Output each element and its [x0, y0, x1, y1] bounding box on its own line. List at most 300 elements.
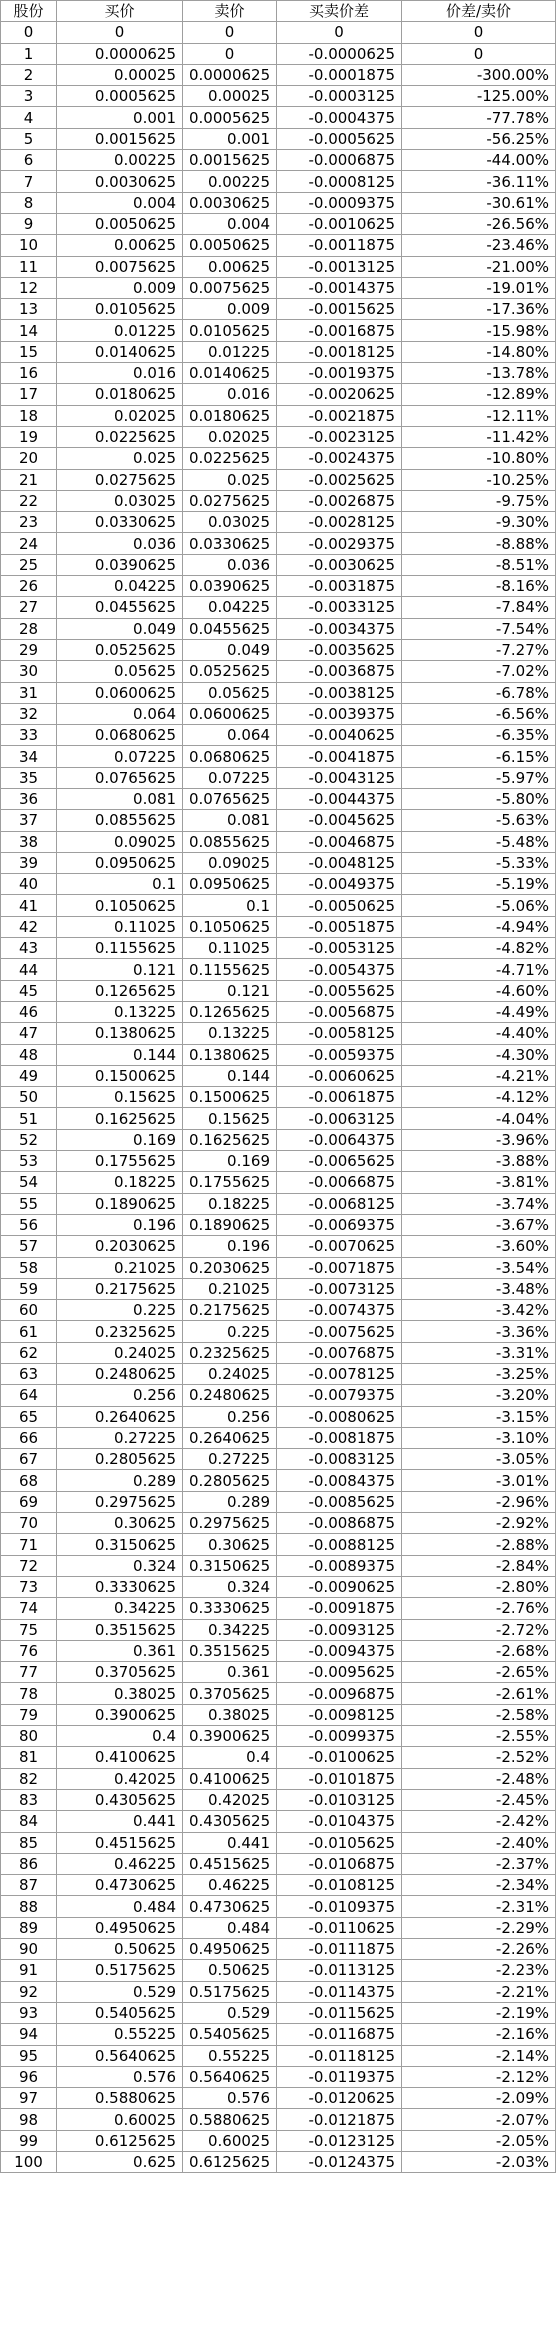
cell-spread: -0.0080625: [277, 1406, 402, 1427]
cell-spread: -0.0073125: [277, 1278, 402, 1299]
table-row: [1, 1513, 556, 1534]
table-row: [1, 980, 556, 1001]
table-row: [1, 895, 556, 916]
cell-spread-ratio: -2.58%: [402, 1704, 556, 1725]
cell-shares: 15: [1, 341, 57, 362]
cell-spread-ratio: -9.30%: [402, 512, 556, 533]
cell-spread-ratio: -19.01%: [402, 277, 556, 298]
cell-bid-price: 0.1500625: [57, 1065, 183, 1086]
cell-spread: -0.0065625: [277, 1151, 402, 1172]
cell-bid-price: 0.0225625: [57, 426, 183, 447]
cell-spread-ratio: -3.81%: [402, 1172, 556, 1193]
cell-ask-price: 0.5880625: [183, 2109, 277, 2130]
cell-shares: 92: [1, 1981, 57, 2002]
cell-bid-price: 0.0455625: [57, 597, 183, 618]
cell-bid-price: 0.324: [57, 1555, 183, 1576]
cell-spread: -0.0105625: [277, 1832, 402, 1853]
cell-spread: -0.0044375: [277, 788, 402, 809]
cell-spread: -0.0116875: [277, 2024, 402, 2045]
cell-bid-price: 0.5175625: [57, 1960, 183, 1981]
table-row: [1, 959, 556, 980]
cell-bid-price: 0.049: [57, 618, 183, 639]
cell-ask-price: 0.0855625: [183, 831, 277, 852]
cell-shares: 28: [1, 618, 57, 639]
cell-shares: 43: [1, 938, 57, 959]
cell-spread: -0.0041875: [277, 746, 402, 767]
cell-ask-price: 0.0225625: [183, 448, 277, 469]
cell-spread-ratio: -4.40%: [402, 1023, 556, 1044]
cell-shares: 17: [1, 384, 57, 405]
cell-ask-price: 0.0600625: [183, 703, 277, 724]
cell-spread-ratio: -4.82%: [402, 938, 556, 959]
cell-spread-ratio: -15.98%: [402, 320, 556, 341]
cell-bid-price: 0.4100625: [57, 1747, 183, 1768]
cell-spread: -0.0075625: [277, 1321, 402, 1342]
table-row: [1, 363, 556, 384]
cell-spread: -0.0019375: [277, 363, 402, 384]
cell-ask-price: 0.60025: [183, 2130, 277, 2151]
cell-shares: 63: [1, 1364, 57, 1385]
cell-spread-ratio: -2.19%: [402, 2002, 556, 2023]
cell-ask-price: 0.016: [183, 384, 277, 405]
cell-spread: -0.0070625: [277, 1236, 402, 1257]
cell-spread-ratio: -6.35%: [402, 725, 556, 746]
cell-ask-price: 0.2325625: [183, 1342, 277, 1363]
cell-shares: 79: [1, 1704, 57, 1725]
cell-ask-price: 0.2175625: [183, 1300, 277, 1321]
cell-spread-ratio: -10.25%: [402, 469, 556, 490]
cell-spread: -0.0066875: [277, 1172, 402, 1193]
cell-shares: 32: [1, 703, 57, 724]
cell-spread-ratio: -6.56%: [402, 703, 556, 724]
cell-ask-price: 0.0390625: [183, 576, 277, 597]
table-row: [1, 788, 556, 809]
table-row: [1, 1278, 556, 1299]
cell-spread: -0.0011875: [277, 235, 402, 256]
cell-shares: 69: [1, 1491, 57, 1512]
cell-ask-price: 0.5640625: [183, 2066, 277, 2087]
cell-shares: 11: [1, 256, 57, 277]
table-row: [1, 43, 556, 64]
cell-ask-price: 0.5175625: [183, 1981, 277, 2002]
header-ask-price: 卖价: [183, 1, 277, 22]
cell-shares: 85: [1, 1832, 57, 1853]
cell-spread: -0.0064375: [277, 1129, 402, 1150]
cell-spread: -0.0034375: [277, 618, 402, 639]
cell-spread: -0.0110625: [277, 1917, 402, 1938]
cell-bid-price: 0.081: [57, 788, 183, 809]
cell-spread: -0.0003125: [277, 86, 402, 107]
cell-bid-price: 0.001: [57, 107, 183, 128]
cell-spread: -0.0121875: [277, 2109, 402, 2130]
cell-spread: -0.0015625: [277, 299, 402, 320]
table-row: [1, 1300, 556, 1321]
table-row: [1, 831, 556, 852]
cell-ask-price: 0.0680625: [183, 746, 277, 767]
table-row: [1, 1555, 556, 1576]
table-row: [1, 1789, 556, 1810]
cell-spread-ratio: -2.65%: [402, 1662, 556, 1683]
cell-shares: 38: [1, 831, 57, 852]
cell-shares: 87: [1, 1875, 57, 1896]
cell-shares: 7: [1, 171, 57, 192]
cell-bid-price: 0.18225: [57, 1172, 183, 1193]
cell-spread: -0.0119375: [277, 2066, 402, 2087]
cell-spread: -0.0049375: [277, 874, 402, 895]
cell-shares: 51: [1, 1108, 57, 1129]
cell-spread-ratio: -5.97%: [402, 767, 556, 788]
cell-spread: -0.0100625: [277, 1747, 402, 1768]
cell-spread-ratio: -2.21%: [402, 1981, 556, 2002]
table-row: [1, 150, 556, 171]
cell-spread-ratio: -4.04%: [402, 1108, 556, 1129]
table-row: [1, 1449, 556, 1470]
cell-shares: 80: [1, 1726, 57, 1747]
cell-ask-price: 0.001: [183, 128, 277, 149]
table-row: [1, 1023, 556, 1044]
cell-spread-ratio: -125.00%: [402, 86, 556, 107]
table-row: [1, 341, 556, 362]
cell-spread: -0.0083125: [277, 1449, 402, 1470]
cell-bid-price: 0.0390625: [57, 554, 183, 575]
cell-spread: -0.0060625: [277, 1065, 402, 1086]
cell-ask-price: 0.0525625: [183, 661, 277, 682]
cell-spread-ratio: -4.71%: [402, 959, 556, 980]
table-row: [1, 1214, 556, 1235]
cell-bid-price: 0.2975625: [57, 1491, 183, 1512]
cell-bid-price: 0.27225: [57, 1427, 183, 1448]
table-row: [1, 384, 556, 405]
cell-spread-ratio: -3.96%: [402, 1129, 556, 1150]
cell-shares: 36: [1, 788, 57, 809]
cell-spread: -0.0030625: [277, 554, 402, 575]
table-row: [1, 1704, 556, 1725]
cell-bid-price: 0.0030625: [57, 171, 183, 192]
table-row: [1, 1385, 556, 1406]
table-row: [1, 2002, 556, 2023]
cell-shares: 75: [1, 1619, 57, 1640]
cell-shares: 60: [1, 1300, 57, 1321]
cell-spread-ratio: -10.80%: [402, 448, 556, 469]
cell-bid-price: 0.6125625: [57, 2130, 183, 2151]
table-row: [1, 490, 556, 511]
header-bid-price: 买价: [57, 1, 183, 22]
table-row: [1, 277, 556, 298]
cell-shares: 49: [1, 1065, 57, 1086]
cell-spread-ratio: -6.15%: [402, 746, 556, 767]
table-row: [1, 1427, 556, 1448]
table-row: [1, 1960, 556, 1981]
cell-bid-price: 0.1050625: [57, 895, 183, 916]
cell-bid-price: 0.4515625: [57, 1832, 183, 1853]
cell-shares: 78: [1, 1683, 57, 1704]
cell-spread-ratio: -2.72%: [402, 1619, 556, 1640]
cell-ask-price: 0.3705625: [183, 1683, 277, 1704]
table-row: [1, 1491, 556, 1512]
table-row: [1, 405, 556, 426]
cell-shares: 29: [1, 639, 57, 660]
cell-spread: -0.0033125: [277, 597, 402, 618]
cell-ask-price: 0.00025: [183, 86, 277, 107]
cell-spread: -0.0084375: [277, 1470, 402, 1491]
cell-spread: -0.0115625: [277, 2002, 402, 2023]
cell-bid-price: 0.441: [57, 1811, 183, 1832]
cell-shares: 9: [1, 213, 57, 234]
table-row: [1, 1151, 556, 1172]
cell-spread: -0.0089375: [277, 1555, 402, 1576]
table-row: [1, 1683, 556, 1704]
cell-ask-price: 0.3515625: [183, 1640, 277, 1661]
cell-spread-ratio: -3.88%: [402, 1151, 556, 1172]
cell-bid-price: 0.0140625: [57, 341, 183, 362]
cell-spread-ratio: -3.48%: [402, 1278, 556, 1299]
cell-ask-price: 0.13225: [183, 1023, 277, 1044]
cell-bid-price: 0.004: [57, 192, 183, 213]
cell-spread-ratio: -3.60%: [402, 1236, 556, 1257]
table-row: [1, 1640, 556, 1661]
cell-bid-price: 0.2805625: [57, 1449, 183, 1470]
cell-ask-price: 0.169: [183, 1151, 277, 1172]
cell-ask-price: 0.2640625: [183, 1427, 277, 1448]
table-row: [1, 1875, 556, 1896]
cell-ask-price: 0: [183, 43, 277, 64]
cell-shares: 16: [1, 363, 57, 384]
cell-spread-ratio: -14.80%: [402, 341, 556, 362]
cell-spread-ratio: -7.27%: [402, 639, 556, 660]
cell-ask-price: 0.2975625: [183, 1513, 277, 1534]
cell-bid-price: 0.4730625: [57, 1875, 183, 1896]
table-row: [1, 746, 556, 767]
table-row: [1, 107, 556, 128]
cell-bid-price: 0.1265625: [57, 980, 183, 1001]
cell-bid-price: 0.00225: [57, 150, 183, 171]
cell-ask-price: 0.049: [183, 639, 277, 660]
cell-spread-ratio: -2.40%: [402, 1832, 556, 1853]
cell-spread: -0.0074375: [277, 1300, 402, 1321]
header-shares: 股份: [1, 1, 57, 22]
table-row: [1, 426, 556, 447]
cell-spread: -0.0036875: [277, 661, 402, 682]
cell-spread: -0.0046875: [277, 831, 402, 852]
cell-spread: -0.0008125: [277, 171, 402, 192]
cell-shares: 88: [1, 1896, 57, 1917]
table-row: [1, 1981, 556, 2002]
cell-shares: 19: [1, 426, 57, 447]
cell-spread: -0.0043125: [277, 767, 402, 788]
cell-spread: -0.0020625: [277, 384, 402, 405]
cell-shares: 72: [1, 1555, 57, 1576]
cell-spread: -0.0040625: [277, 725, 402, 746]
cell-bid-price: 0.2640625: [57, 1406, 183, 1427]
cell-bid-price: 0.21025: [57, 1257, 183, 1278]
cell-spread-ratio: -8.88%: [402, 533, 556, 554]
cell-ask-price: 0.1380625: [183, 1044, 277, 1065]
cell-bid-price: 0.0680625: [57, 725, 183, 746]
cell-shares: 48: [1, 1044, 57, 1065]
cell-spread-ratio: -2.76%: [402, 1598, 556, 1619]
cell-shares: 84: [1, 1811, 57, 1832]
cell-bid-price: 0.34225: [57, 1598, 183, 1619]
cell-spread: -0.0056875: [277, 1001, 402, 1022]
cell-bid-price: 0.064: [57, 703, 183, 724]
cell-bid-price: 0.0765625: [57, 767, 183, 788]
table-row: [1, 916, 556, 937]
table-row: [1, 1768, 556, 1789]
cell-spread: 0: [277, 22, 402, 43]
cell-bid-price: 0.016: [57, 363, 183, 384]
cell-bid-price: 0.0075625: [57, 256, 183, 277]
table-row: [1, 1129, 556, 1150]
cell-ask-price: 0.07225: [183, 767, 277, 788]
cell-bid-price: 0.3705625: [57, 1662, 183, 1683]
cell-shares: 3: [1, 86, 57, 107]
cell-ask-price: 0.289: [183, 1491, 277, 1512]
cell-bid-price: 0.576: [57, 2066, 183, 2087]
cell-ask-price: 0.27225: [183, 1449, 277, 1470]
cell-spread: -0.0024375: [277, 448, 402, 469]
cell-spread: -0.0059375: [277, 1044, 402, 1065]
cell-shares: 24: [1, 533, 57, 554]
cell-spread-ratio: -3.01%: [402, 1470, 556, 1491]
cell-spread: -0.0055625: [277, 980, 402, 1001]
cell-bid-price: 0.03025: [57, 490, 183, 511]
table-row: [1, 64, 556, 85]
cell-ask-price: 0.0950625: [183, 874, 277, 895]
cell-shares: 82: [1, 1768, 57, 1789]
cell-spread-ratio: -2.09%: [402, 2088, 556, 2109]
cell-spread-ratio: -2.80%: [402, 1576, 556, 1597]
cell-spread-ratio: -26.56%: [402, 213, 556, 234]
cell-spread-ratio: -5.33%: [402, 852, 556, 873]
cell-ask-price: 0.0765625: [183, 788, 277, 809]
cell-bid-price: 0.256: [57, 1385, 183, 1406]
cell-ask-price: 0.576: [183, 2088, 277, 2109]
cell-shares: 99: [1, 2130, 57, 2151]
cell-shares: 96: [1, 2066, 57, 2087]
cell-bid-price: 0.009: [57, 277, 183, 298]
cell-ask-price: 0.324: [183, 1576, 277, 1597]
cell-spread-ratio: -44.00%: [402, 150, 556, 171]
cell-shares: 35: [1, 767, 57, 788]
table-row: [1, 682, 556, 703]
table-row: [1, 1406, 556, 1427]
table-row: [1, 171, 556, 192]
cell-spread-ratio: -7.84%: [402, 597, 556, 618]
cell-spread-ratio: -3.10%: [402, 1427, 556, 1448]
cell-shares: 55: [1, 1193, 57, 1214]
cell-ask-price: 0.09025: [183, 852, 277, 873]
cell-spread-ratio: -2.34%: [402, 1875, 556, 1896]
header-spread-ratio: 价差/卖价: [402, 1, 556, 22]
cell-spread: -0.0004375: [277, 107, 402, 128]
cell-ask-price: 0.0330625: [183, 533, 277, 554]
cell-shares: 67: [1, 1449, 57, 1470]
cell-shares: 20: [1, 448, 57, 469]
cell-spread-ratio: -17.36%: [402, 299, 556, 320]
cell-shares: 12: [1, 277, 57, 298]
cell-ask-price: 0.05625: [183, 682, 277, 703]
cell-spread: -0.0054375: [277, 959, 402, 980]
cell-bid-price: 0.60025: [57, 2109, 183, 2130]
cell-spread-ratio: -2.88%: [402, 1534, 556, 1555]
table-row: [1, 1236, 556, 1257]
table-row: [1, 1662, 556, 1683]
table-row: [1, 2024, 556, 2045]
cell-spread: -0.0045625: [277, 810, 402, 831]
cell-spread: -0.0081875: [277, 1427, 402, 1448]
cell-ask-price: 0.55225: [183, 2045, 277, 2066]
cell-shares: 46: [1, 1001, 57, 1022]
cell-shares: 5: [1, 128, 57, 149]
cell-shares: 66: [1, 1427, 57, 1448]
cell-bid-price: 0.5880625: [57, 2088, 183, 2109]
cell-ask-price: 0.0075625: [183, 277, 277, 298]
cell-spread-ratio: -56.25%: [402, 128, 556, 149]
cell-spread: -0.0094375: [277, 1640, 402, 1661]
cell-shares: 97: [1, 2088, 57, 2109]
cell-shares: 59: [1, 1278, 57, 1299]
cell-ask-price: 0.4730625: [183, 1896, 277, 1917]
cell-spread-ratio: -8.51%: [402, 554, 556, 575]
cell-spread-ratio: -4.12%: [402, 1087, 556, 1108]
cell-spread-ratio: -13.78%: [402, 363, 556, 384]
cell-bid-price: 0.07225: [57, 746, 183, 767]
cell-spread-ratio: -2.16%: [402, 2024, 556, 2045]
cell-bid-price: 0.04225: [57, 576, 183, 597]
cell-spread: -0.0098125: [277, 1704, 402, 1725]
cell-bid-price: 0.196: [57, 1214, 183, 1235]
cell-spread-ratio: -2.84%: [402, 1555, 556, 1576]
cell-ask-price: 0.0275625: [183, 490, 277, 511]
cell-spread-ratio: -21.00%: [402, 256, 556, 277]
cell-bid-price: 0.46225: [57, 1853, 183, 1874]
cell-ask-price: 0.121: [183, 980, 277, 1001]
cell-ask-price: 0.0005625: [183, 107, 277, 128]
table-row: [1, 597, 556, 618]
table-row: [1, 2109, 556, 2130]
table-row: [1, 1939, 556, 1960]
cell-bid-price: 0.225: [57, 1300, 183, 1321]
cell-ask-price: 0.50625: [183, 1960, 277, 1981]
cell-shares: 47: [1, 1023, 57, 1044]
table-row: [1, 2151, 556, 2172]
table-row: [1, 299, 556, 320]
table-row: [1, 1896, 556, 1917]
cell-ask-price: 0.04225: [183, 597, 277, 618]
cell-ask-price: 0.01225: [183, 341, 277, 362]
cell-spread-ratio: -2.96%: [402, 1491, 556, 1512]
cell-bid-price: 0.4305625: [57, 1789, 183, 1810]
cell-shares: 90: [1, 1939, 57, 1960]
cell-bid-price: 0.3330625: [57, 1576, 183, 1597]
cell-spread-ratio: -4.94%: [402, 916, 556, 937]
cell-spread: -0.0101875: [277, 1768, 402, 1789]
cell-ask-price: 0.1625625: [183, 1129, 277, 1150]
table-row: [1, 1576, 556, 1597]
cell-spread: -0.0001875: [277, 64, 402, 85]
cell-bid-price: 0.15625: [57, 1087, 183, 1108]
cell-spread-ratio: -77.78%: [402, 107, 556, 128]
cell-ask-price: 0.2480625: [183, 1385, 277, 1406]
cell-spread: -0.0039375: [277, 703, 402, 724]
cell-ask-price: 0.025: [183, 469, 277, 490]
table-row: [1, 725, 556, 746]
cell-spread: -0.0111875: [277, 1939, 402, 1960]
cell-bid-price: 0.11025: [57, 916, 183, 937]
cell-shares: 74: [1, 1598, 57, 1619]
table-row: [1, 192, 556, 213]
table-row: [1, 1087, 556, 1108]
